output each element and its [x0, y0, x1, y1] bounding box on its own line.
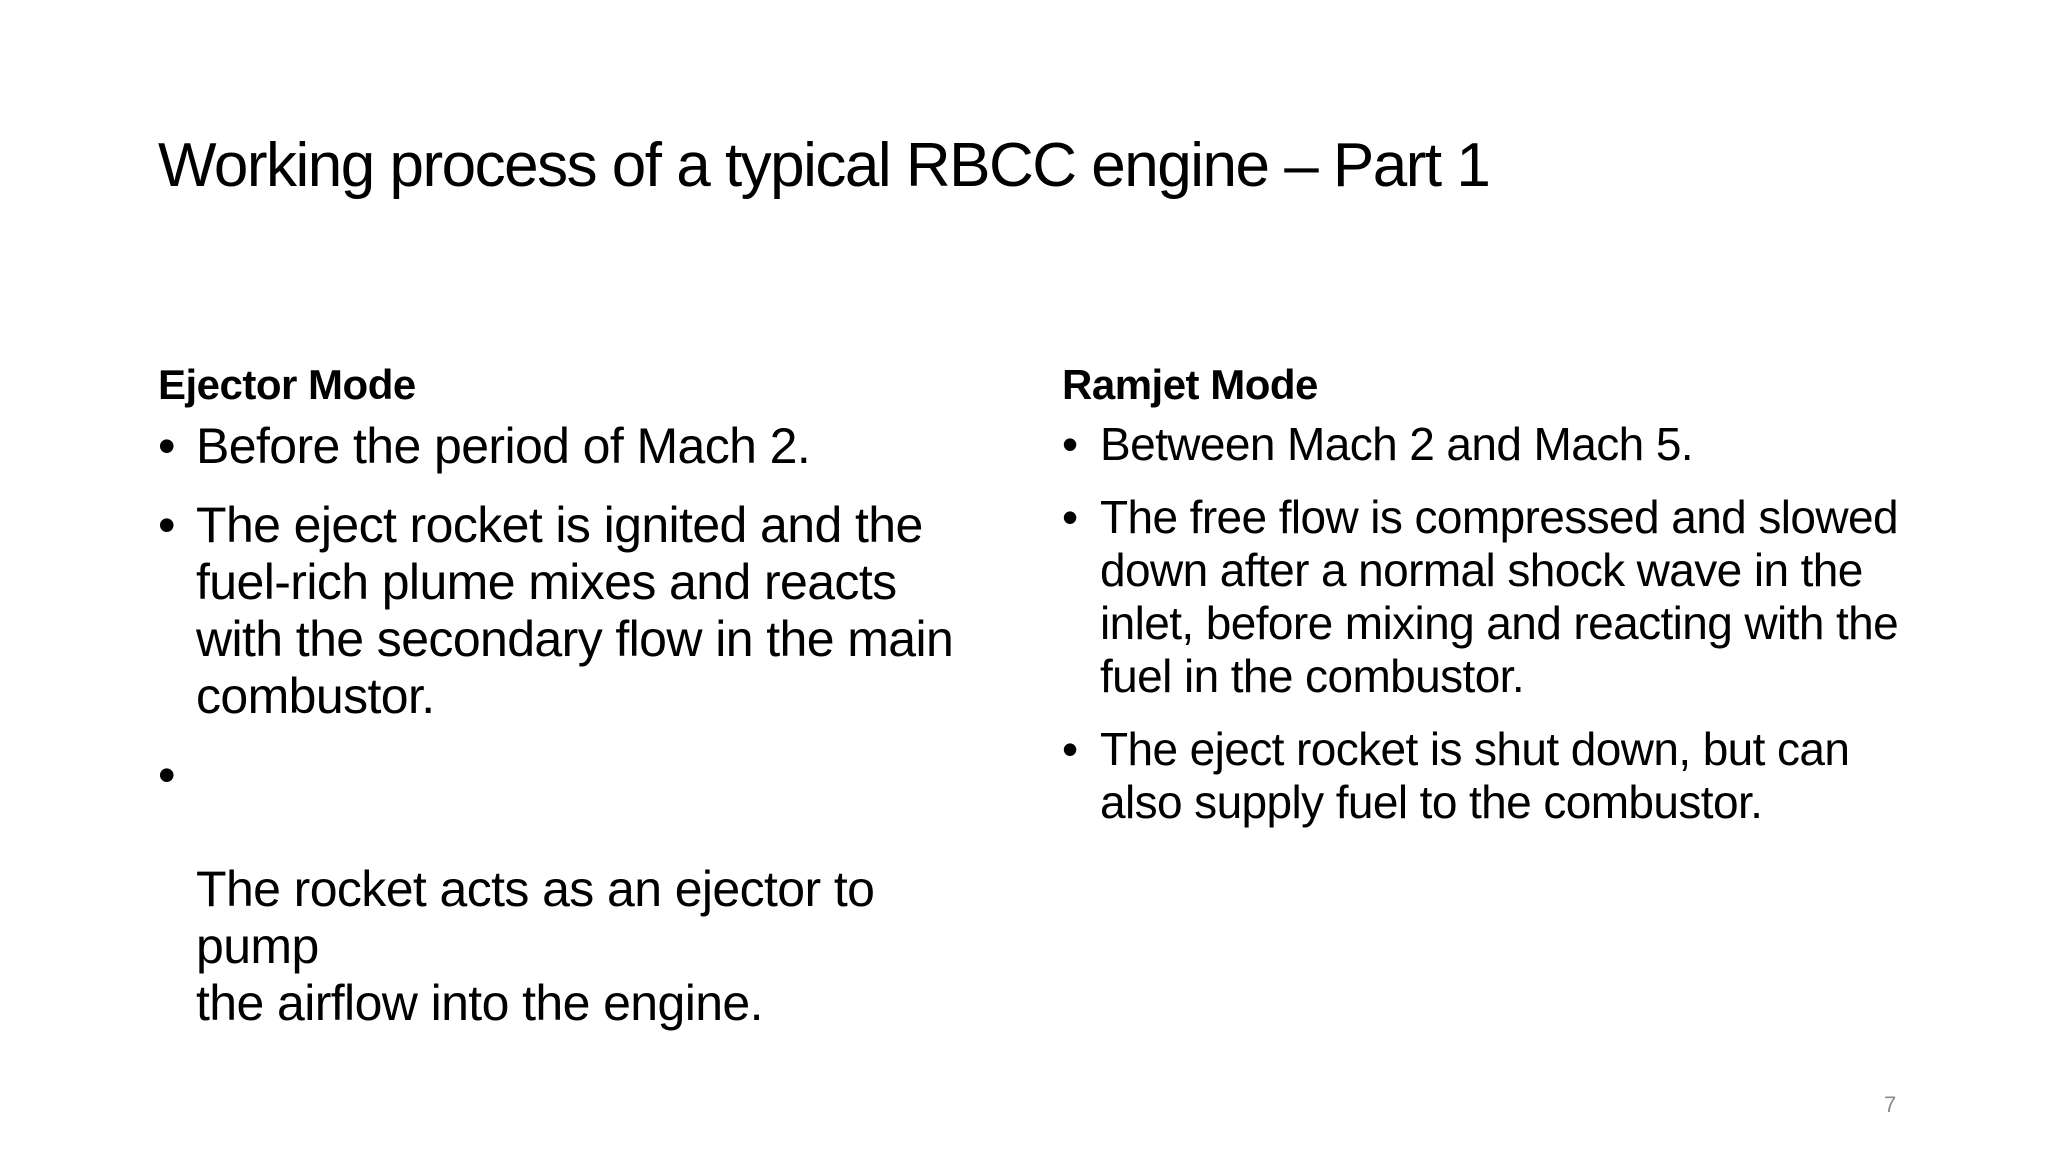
- ejector-mode-column: [158, 360, 988, 1054]
- bullet-icon: •: [1062, 418, 1078, 470]
- ramjet-mode-bullets: [1062, 418, 1922, 829]
- page-number: 7: [1884, 1092, 1897, 1117]
- bullet-text: Between Mach 2 and Mach 5.: [1100, 418, 1693, 470]
- bullet-item: [158, 418, 988, 475]
- bullet-item: [1062, 418, 1922, 471]
- bullet-icon: •: [158, 747, 175, 803]
- bullet-icon: •: [158, 418, 175, 474]
- ramjet-mode-heading: Ramjet Mode: [1062, 361, 1318, 408]
- bullet-icon: •: [1062, 491, 1078, 543]
- bullet-text: The free flow is compressed and slowed down after a normal shock wave in the inlet, before mixing and reacting with the fuel in the combustor.: [1100, 491, 1899, 702]
- bullet-item: [1062, 723, 1922, 829]
- ramjet-mode-column: [1062, 360, 1922, 849]
- bullet-item: [158, 747, 988, 1032]
- bullet-text: The eject rocket is ignited and the fuel-rich plume mixes and reacts with the secondary flow in the main combustor.: [196, 497, 954, 724]
- bullet-text: The rocket acts as an ejector to pump the airflow into the engine.: [196, 861, 875, 1031]
- ejector-mode-heading: Ejector Mode: [158, 361, 416, 408]
- ejector-mode-bullets: [158, 418, 988, 1032]
- bullet-icon: •: [1062, 723, 1078, 775]
- bullet-icon: •: [158, 497, 175, 553]
- slide-title: Working process of a typical RBCC engine – Part 1: [158, 131, 1490, 200]
- bullet-text: The eject rocket is shut down, but can also supply fuel to the combustor.: [1100, 723, 1850, 828]
- bullet-text: Before the period of Mach 2.: [196, 418, 811, 474]
- bullet-item: [158, 497, 988, 725]
- bullet-item: [1062, 491, 1922, 703]
